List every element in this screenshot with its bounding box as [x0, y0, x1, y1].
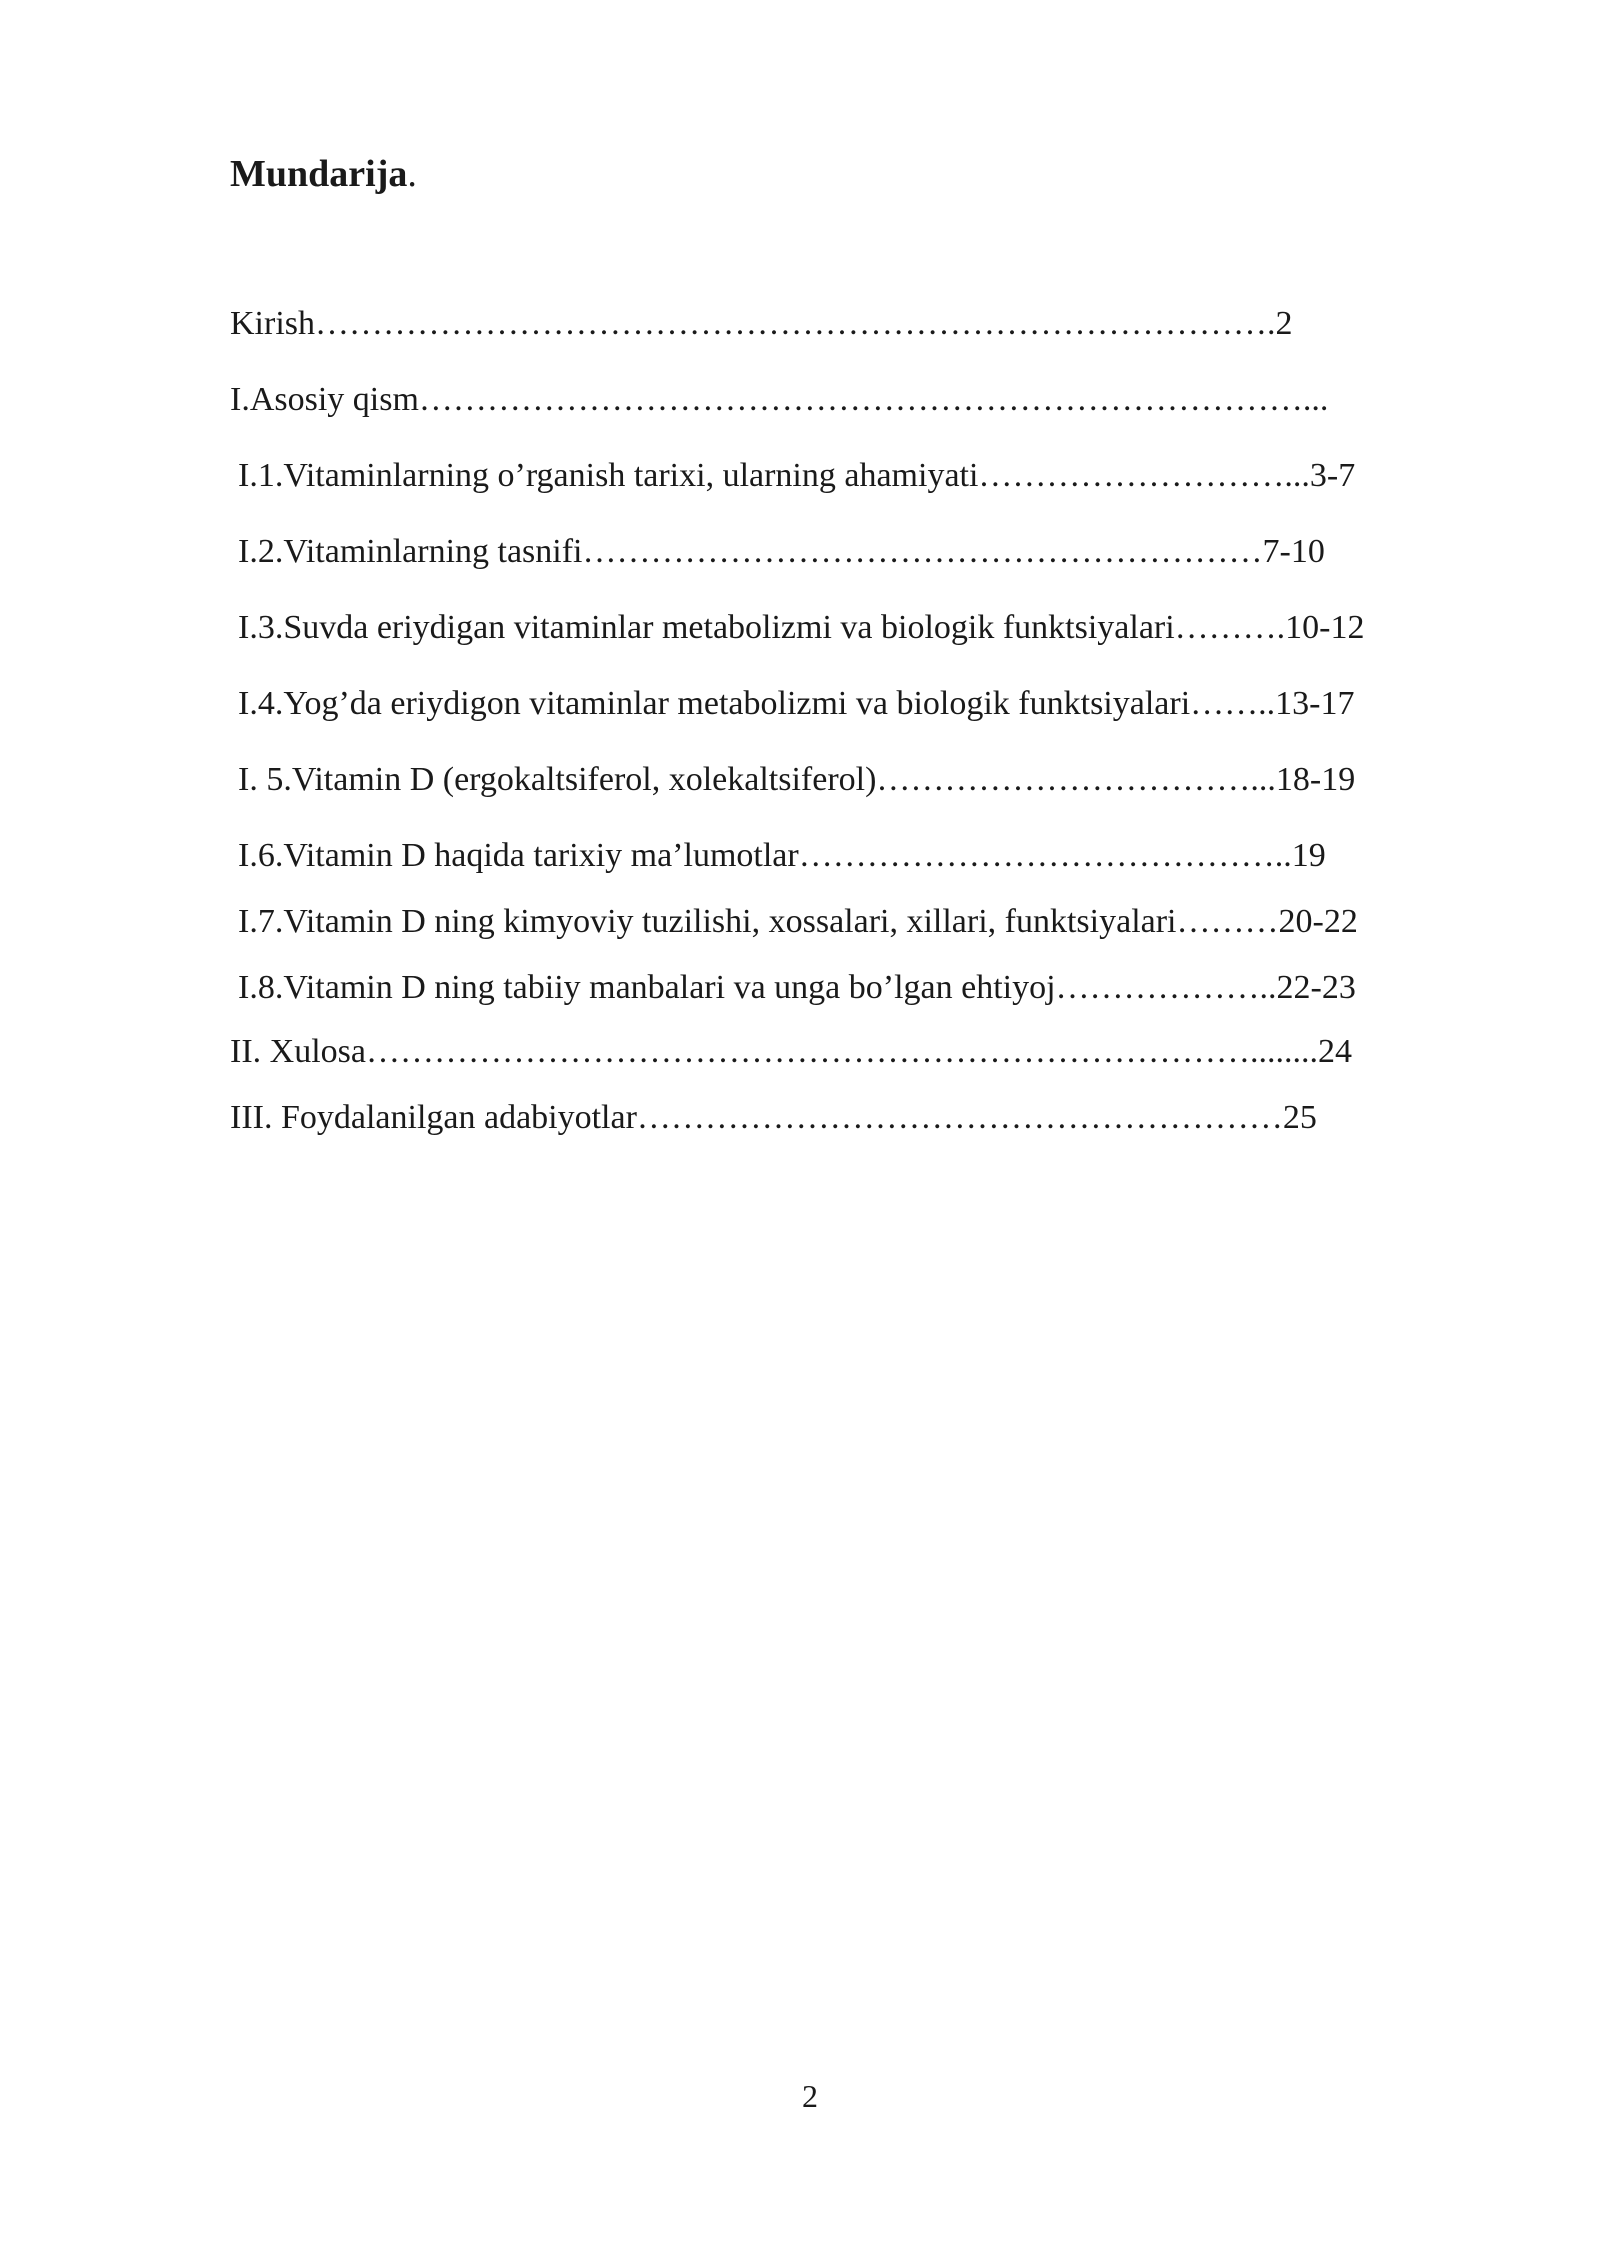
- toc-entry-1-1[interactable]: I.1.Vitaminlarning o’rganish tarixi, ularning ahamiyati………………………...3-7: [238, 457, 1356, 494]
- toc-entry-1-8[interactable]: I.8.Vitamin D ning tabiiy manbalari va unga bo’lgan ehtiyoj………………..22-23: [238, 969, 1356, 1006]
- title-period: .: [407, 153, 417, 195]
- toc-entry-1-3[interactable]: I.3.Suvda eriydigan vitaminlar metabolizmi va biologik funktsiyalari……….10-12: [238, 609, 1365, 646]
- page-title: [230, 150, 417, 198]
- toc-entry-1-5[interactable]: I. 5.Vitamin D (ergokaltsiferol, xolekaltsiferol)……………………………...18-19: [238, 761, 1356, 798]
- toc-entry-1-6[interactable]: I.6.Vitamin D haqida tarixiy ma’lumotlar……………………………………..19: [238, 837, 1326, 874]
- title-text: Mundarija: [230, 153, 408, 195]
- toc-entry-1-4[interactable]: I.4.Yog’da eriydigon vitaminlar metabolizmi va biologik funktsiyalari……..13-17: [238, 685, 1355, 722]
- page-number: 2: [802, 2078, 818, 2114]
- toc-entry-1-2[interactable]: I.2.Vitaminlarning tasnifi……………………………………………………7-10: [238, 533, 1325, 570]
- toc-entry-asosiy-qism[interactable]: I.Asosiy qism……………………………………………………………………...: [230, 381, 1329, 418]
- toc-entry-kirish[interactable]: Kirish………………………………………………………………………….2: [230, 305, 1293, 342]
- toc-entry-xulosa[interactable]: II. Xulosa……………………………………………………………………........24: [230, 1033, 1352, 1070]
- toc-entry-1-7[interactable]: I.7.Vitamin D ning kimyoviy tuzilishi, xossalari, xillari, funktsiyalari………20-22: [238, 903, 1358, 940]
- toc-entry-adabiyotlar[interactable]: III. Foydalanilgan adabiyotlar…………………………………………………25: [230, 1099, 1317, 1136]
